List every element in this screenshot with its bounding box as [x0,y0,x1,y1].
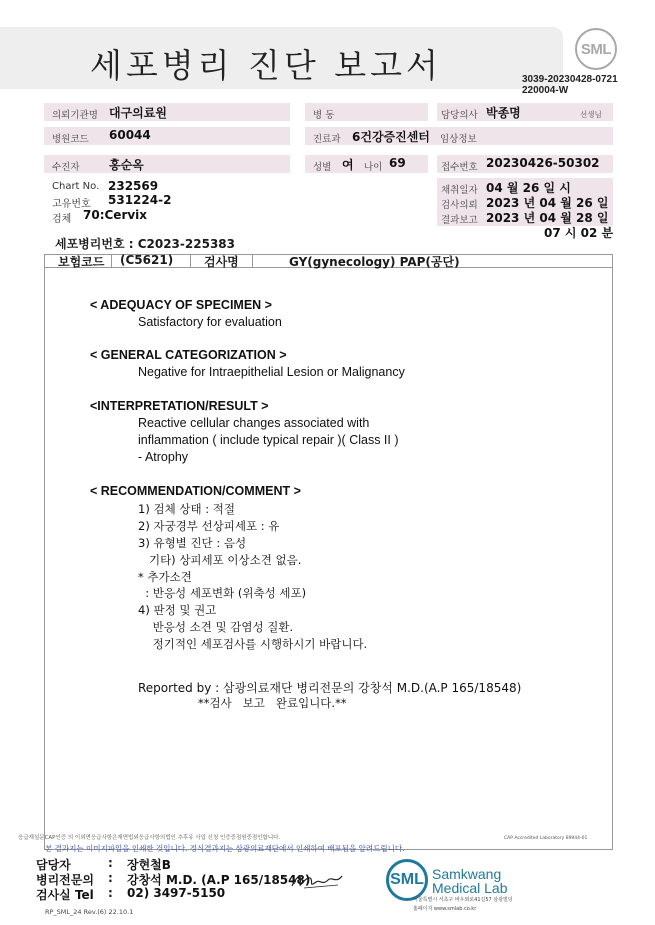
hospital-code-value: 60044 [109,128,151,142]
pathology-number: 세포병리번호 : C2023-225383 [55,237,235,251]
pathologist-value: 강창석 M.D. (A.P 165/18548) [127,873,311,887]
test-name: GY(gynecology) PAP(공단) [289,255,460,269]
insurance-code: (C5621) [120,253,174,267]
code-separator [252,254,253,267]
recommendation-line: : 반응성 세포변화 (위축성 세포) [138,586,307,600]
code-row [44,254,613,268]
department-label: 진료과 [313,134,341,145]
recommendation-line: 정기적인 세포검사를 시행하시기 바랍니다. [138,637,368,651]
chart-value: 232569 [108,179,159,193]
recommendation-line: 2) 자궁경부 선상피세포 : 유 [138,519,280,533]
code-separator [111,254,112,267]
adequacy-heading: < ADEQUACY OF SPECIMEN > [90,298,272,312]
recommendation-line: 1) 검체 상태 : 적절 [138,502,235,516]
interpretation-line: inflammation ( include typical repair )( Class II ) [138,433,399,447]
interpretation-heading: <INTERPRETATION/RESULT > [90,399,269,413]
code-separator [190,254,191,267]
test-name-label: 검사명 [204,255,239,269]
website-line: 홈페이지 www.smlab.co.kr [413,906,477,912]
patient-label: 수진자 [52,162,80,173]
lab-tel-value: 02) 3497-5150 [127,886,226,900]
form-id: RP_SML_24 Rev.(6) 22.10.1 [45,908,134,916]
institution-value: 대구의료원 [109,106,167,120]
collect-value: 04 월 26 일 시 [486,181,571,195]
interpretation-line: - Atrophy [138,450,189,464]
pathologist-label: 병리전문의 [36,873,94,887]
age-value: 69 [389,156,406,170]
report-value: 2023 년 04 월 28 일 [486,211,609,225]
sml-logo-text: SML [580,40,612,58]
report-title: 세포병리 진단 보고서 [90,46,442,85]
brand-name-line2: Medical Lab [432,880,508,896]
category-heading: < GENERAL CATEGORIZATION > [90,348,287,362]
doctor-value: 박종명 [486,106,521,120]
address-line: 서울특별시 서초구 바우뫼로41길57 삼광빌딩 [413,897,513,903]
chart-label: Chart No. [52,181,100,192]
sml-logo [575,28,617,70]
recommendation-line: 반응성 소견 및 감염성 질환. [138,620,294,634]
recommendation-line: 기타) 상피세포 이상소견 없음. [138,553,302,567]
adequacy-text: Satisfactory for evaluation [138,315,282,329]
document-id-line1: 3039-20230428-0721 [522,74,618,85]
cap-lab-number: CAP Accredited Laboratory 89944-01 [504,836,588,841]
document-id-line2: 220004-W [522,85,569,96]
report-body-box [44,254,613,850]
report-complete: **검사 보고 완료입니다.** [198,696,347,710]
report-label: 결과보고 [441,215,478,226]
samkwang-logo [386,859,428,901]
reported-by: Reported by : 삼광의료재단 병리전문의 강창석 M.D.(A.P 165/18548) [138,681,522,695]
brand-name-line1: Samkwang [432,866,502,882]
sex-value: 여 [342,158,354,172]
department-value: 6건강증진센터 [352,130,430,144]
institution-label: 의뢰기관명 [52,110,98,121]
colon: : [108,886,113,900]
print-notice: 본 결과지는 이미지파일을 인쇄한 것입니다. 정식결과지는 삼광의료재단에서 인쇄하여 배포됨을 알려드립니다. [45,844,405,853]
specimen-value: 70:Cervix [83,208,148,222]
request-value: 2023 년 04 월 26 일 [486,196,609,210]
unique-value: 531224-2 [108,193,172,207]
ward-label: 병 동 [313,110,335,121]
recommendation-line: * 추가소견 [138,570,192,584]
clinical-info-label: 임상정보 [440,134,477,145]
recommendation-heading: < RECOMMENDATION/COMMENT > [90,484,301,498]
samkwang-logo-text: SML [390,871,424,888]
category-text: Negative for Intraepithelial Lesion or Malignancy [138,365,405,379]
recommendation-line: 4) 판정 및 권고 [138,603,217,617]
collect-label: 채취일자 [441,185,478,196]
insurance-label: 보험코드 [58,255,105,269]
colon: : [108,871,113,885]
specimen-label: 검체 [52,214,72,225]
staff-value: 장현철B [127,858,171,872]
interpretation-line: Reactive cellular changes associated with [138,416,370,430]
signature-image [290,870,345,892]
doctor-label: 담당의사 [441,110,478,121]
unique-label: 고유번호 [52,199,91,210]
doctor-suffix: 선생님 [580,110,602,119]
recommendation-line: 3) 유형별 진단 : 음성 [138,536,247,550]
hospital-code-label: 병원코드 [52,134,89,145]
age-label: 나이 [364,162,383,173]
cap-notice: 응급재설문CAP인증 의 이외면응급사항은재면법외응급사항의법인 추후유 사업 신청 인증중점원중점인합니다. [18,835,281,841]
sex-label: 성별 [313,162,332,173]
colon: : [108,856,113,870]
accession-value: 20230426-50302 [486,156,600,170]
patient-field [44,155,290,173]
request-label: 검사의뢰 [441,200,478,211]
staff-label: 담당자 [36,858,71,872]
report-time-value: 07 시 02 분 [544,226,614,240]
accession-label: 접수번호 [441,162,478,173]
lab-tel-label: 검사실 Tel [36,888,94,902]
patient-value: 홍순옥 [109,158,144,172]
